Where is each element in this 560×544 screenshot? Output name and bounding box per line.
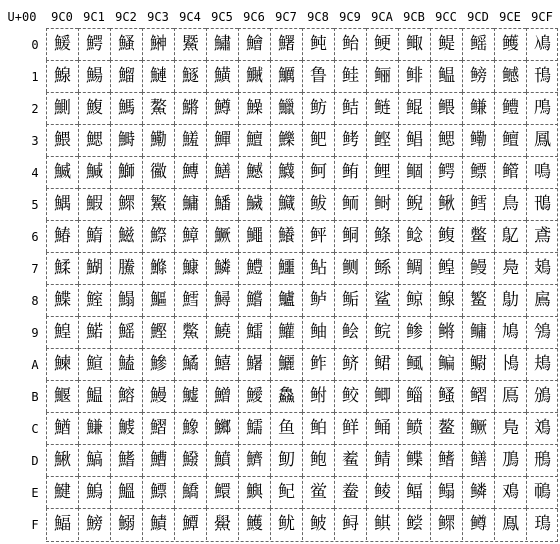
row-header: 5 [31, 198, 39, 212]
character-cell: 鳮 [494, 476, 526, 508]
character-cell: 鳼 [526, 412, 558, 444]
character-cell: 鲷 [398, 252, 430, 284]
character-cell: 鲊 [302, 348, 334, 380]
character-cell: 鲸 [398, 284, 430, 316]
character-cell: 鲑 [334, 60, 366, 92]
character-cell: 鳯 [494, 508, 526, 540]
character-cell: 鰎 [46, 476, 78, 508]
character-cell: 鲔 [334, 156, 366, 188]
character-cell: 鱺 [270, 348, 302, 380]
character-cell: 鲀 [302, 28, 334, 60]
character-cell: 鱕 [206, 188, 238, 220]
column-header: 9CB [403, 10, 425, 24]
column-header: 9CC [435, 10, 457, 24]
row-header: 3 [31, 134, 39, 148]
character-cell: 鱻 [270, 380, 302, 412]
character-cell: 鳳 [526, 124, 558, 156]
column-header: 9CD [467, 10, 489, 24]
character-cell: 鱏 [174, 508, 206, 540]
character-cell: 鳌 [430, 412, 462, 444]
character-cell: 鲹 [398, 316, 430, 348]
character-cell: 鰚 [78, 348, 110, 380]
character-cell: 鱧 [238, 252, 270, 284]
character-cell: 鲏 [302, 508, 334, 540]
character-cell: 鰓 [78, 124, 110, 156]
character-cell: 鰁 [46, 60, 78, 92]
character-cell: 鱊 [174, 348, 206, 380]
character-cell: 鱢 [238, 92, 270, 124]
character-cell: 鱇 [174, 252, 206, 284]
character-cell: 鱘 [206, 284, 238, 316]
character-cell: 鲟 [334, 508, 366, 540]
character-cell: 鲕 [334, 188, 366, 220]
character-cell: 鳴 [526, 156, 558, 188]
character-cell: 鰛 [78, 380, 110, 412]
character-cell: 鳾 [526, 476, 558, 508]
character-cell: 鰩 [110, 316, 142, 348]
character-cell: 鰺 [142, 348, 174, 380]
character-cell: 鳓 [462, 124, 494, 156]
character-cell: 鳅 [430, 188, 462, 220]
character-cell: 鳃 [430, 124, 462, 156]
character-cell: 鰇 [46, 252, 78, 284]
character-cell: 鱝 [206, 444, 238, 476]
character-cell: 鳣 [494, 124, 526, 156]
character-cell: 鱸 [270, 284, 302, 316]
character-cell: 鳫 [494, 380, 526, 412]
character-cell: 鰠 [110, 28, 142, 60]
row-header: 7 [31, 262, 39, 276]
character-cell: 鲲 [398, 92, 430, 124]
character-cell: 鲦 [366, 220, 398, 252]
character-cell: 鳲 [526, 92, 558, 124]
character-cell: 鳝 [462, 444, 494, 476]
character-cell: 鲓 [334, 124, 366, 156]
row-header: B [31, 390, 39, 404]
character-cell: 鱳 [270, 124, 302, 156]
character-cell: 鱙 [206, 316, 238, 348]
character-cell: 鲛 [334, 380, 366, 412]
character-cell: 鳋 [430, 380, 462, 412]
character-cell: 鰬 [110, 412, 142, 444]
character-cell: 鳆 [430, 220, 462, 252]
character-cell: 鳥 [494, 188, 526, 220]
character-cell: 鱡 [238, 60, 270, 92]
character-cell: 鰵 [142, 188, 174, 220]
character-cell: 鲃 [302, 124, 334, 156]
character-cell: 鱨 [238, 284, 270, 316]
character-cell: 鲺 [398, 348, 430, 380]
character-cell: 鲝 [334, 444, 366, 476]
character-cell: 鲳 [398, 124, 430, 156]
character-cell: 鱆 [174, 220, 206, 252]
character-cell: 鰧 [110, 252, 142, 284]
character-cell: 鱎 [174, 476, 206, 508]
character-cell: 鱚 [206, 348, 238, 380]
character-cell: 鱁 [174, 60, 206, 92]
character-cell: 鳢 [494, 92, 526, 124]
character-cell: 鱩 [238, 316, 270, 348]
character-cell: 鲻 [398, 380, 430, 412]
character-cell: 鰀 [46, 28, 78, 60]
character-cell: 鲬 [366, 412, 398, 444]
character-cell: 鲖 [334, 220, 366, 252]
column-header: 9C6 [243, 10, 265, 24]
character-cell: 鱬 [238, 412, 270, 444]
character-cell: 鳻 [526, 380, 558, 412]
character-cell: 鲼 [398, 412, 430, 444]
character-cell: 鰖 [78, 220, 110, 252]
column-header: 9C9 [339, 10, 361, 24]
character-cell: 鱗 [206, 252, 238, 284]
character-cell: 鲘 [334, 284, 366, 316]
character-cell: 鲐 [334, 28, 366, 60]
character-cell: 鱂 [174, 92, 206, 124]
column-header: 9C1 [83, 10, 105, 24]
character-cell: 鰆 [46, 220, 78, 252]
row-header: 4 [31, 166, 39, 180]
character-cell: 鳂 [430, 92, 462, 124]
character-cell: 鲮 [366, 476, 398, 508]
character-cell: 鲜 [334, 412, 366, 444]
column-header: 9C8 [307, 10, 329, 24]
character-cell: 鰕 [78, 188, 110, 220]
character-cell: 鳖 [462, 220, 494, 252]
character-cell: 鰒 [78, 92, 110, 124]
character-cell: 鳄 [430, 156, 462, 188]
character-cell: 鲯 [366, 508, 398, 540]
character-cell: 鲙 [334, 316, 366, 348]
character-cell: 鳚 [462, 348, 494, 380]
character-cell: 鰪 [110, 348, 142, 380]
character-cell: 鳕 [462, 188, 494, 220]
row-header: 0 [31, 38, 39, 52]
character-cell: 鲅 [302, 188, 334, 220]
character-cell: 鳉 [430, 316, 462, 348]
character-cell: 鱌 [174, 412, 206, 444]
character-grid [46, 28, 558, 542]
character-cell: 鲚 [334, 348, 366, 380]
character-cell: 鳷 [526, 252, 558, 284]
row-header: 6 [31, 230, 39, 244]
character-cell: 鳦 [494, 220, 526, 252]
character-cell: 鰹 [142, 316, 174, 348]
character-cell: 鱟 [206, 508, 238, 540]
character-cell: 鰯 [110, 508, 142, 540]
character-cell: 鰰 [142, 28, 174, 60]
character-cell: 鱱 [270, 60, 302, 92]
character-cell: 鱋 [174, 380, 206, 412]
column-header: 9C7 [275, 10, 297, 24]
character-cell: 鲉 [302, 316, 334, 348]
character-cell: 鰳 [142, 124, 174, 156]
character-cell: 鰙 [78, 316, 110, 348]
character-cell: 鱪 [238, 348, 270, 380]
character-cell: 鲢 [366, 92, 398, 124]
character-cell: 鲩 [366, 316, 398, 348]
character-cell: 鳪 [494, 348, 526, 380]
character-cell: 鳘 [462, 284, 494, 316]
character-cell: 鲧 [366, 252, 398, 284]
character-cell: 鲠 [366, 28, 398, 60]
character-cell: 鳏 [430, 508, 462, 540]
character-cell: 鲈 [302, 284, 334, 316]
character-cell: 鰢 [110, 92, 142, 124]
character-cell: 鰑 [78, 60, 110, 92]
character-cell: 鱵 [270, 188, 302, 220]
column-header: 9C3 [147, 10, 169, 24]
character-cell: 鱹 [270, 316, 302, 348]
character-cell: 鱄 [174, 156, 206, 188]
row-header: F [31, 518, 39, 532]
character-cell: 鱴 [270, 156, 302, 188]
character-cell: 鳗 [462, 252, 494, 284]
character-cell: 鲂 [302, 92, 334, 124]
character-cell: 鰻 [142, 380, 174, 412]
character-cell: 鰄 [46, 156, 78, 188]
character-cell: 鱑 [206, 60, 238, 92]
character-cell: 鲋 [302, 380, 334, 412]
character-cell: 鰟 [78, 508, 110, 540]
character-cell: 鰡 [110, 60, 142, 92]
character-cell: 鱯 [238, 508, 270, 540]
character-cell: 鱐 [206, 28, 238, 60]
character-cell: 鱲 [270, 92, 302, 124]
character-cell: 鰫 [110, 380, 142, 412]
character-cell: 鲰 [398, 28, 430, 60]
character-cell: 鱀 [174, 28, 206, 60]
character-cell: 鰭 [110, 444, 142, 476]
character-cell: 鰼 [142, 412, 174, 444]
character-cell: 鰋 [46, 380, 78, 412]
character-cell: 鳀 [430, 28, 462, 60]
character-cell: 鳱 [526, 60, 558, 92]
row-header: D [31, 454, 39, 468]
character-cell: 鳠 [494, 28, 526, 60]
character-cell: 鳨 [494, 284, 526, 316]
column-header: 9CA [371, 10, 393, 24]
character-cell: 鰞 [78, 476, 110, 508]
character-cell: 鱜 [206, 412, 238, 444]
character-cell: 鰜 [78, 412, 110, 444]
row-header: E [31, 486, 39, 500]
character-cell: 鲫 [366, 380, 398, 412]
character-cell: 鱖 [206, 220, 238, 252]
character-cell: 鳈 [430, 284, 462, 316]
character-cell: 鰘 [78, 284, 110, 316]
character-cell: 鳔 [462, 156, 494, 188]
character-cell: 鱔 [206, 156, 238, 188]
character-cell: 鰶 [142, 220, 174, 252]
character-cell: 鰅 [46, 188, 78, 220]
character-cell: 鲒 [334, 92, 366, 124]
character-cell: 鲄 [302, 156, 334, 188]
character-cell: 鰸 [142, 284, 174, 316]
character-cell: 鳍 [430, 444, 462, 476]
character-cell: 鱰 [270, 28, 302, 60]
character-cell: 鱅 [174, 188, 206, 220]
character-cell: 鰊 [46, 348, 78, 380]
character-cell: 鳁 [430, 60, 462, 92]
character-cell: 鲽 [398, 444, 430, 476]
character-cell: 鰽 [142, 444, 174, 476]
character-cell: 鱮 [238, 476, 270, 508]
row-header: A [31, 358, 39, 372]
character-cell: 鲣 [366, 124, 398, 156]
character-cell: 鲞 [334, 476, 366, 508]
character-cell: 鳒 [462, 92, 494, 124]
character-cell: 鰌 [46, 412, 78, 444]
column-header: 9C4 [179, 10, 201, 24]
character-cell: 鰗 [78, 252, 110, 284]
character-cell: 鲇 [302, 252, 334, 284]
character-cell: 鲌 [302, 412, 334, 444]
row-header: 2 [31, 102, 39, 116]
character-cell: 鳛 [462, 380, 494, 412]
character-cell: 鰨 [110, 284, 142, 316]
character-cell: 鳰 [526, 28, 558, 60]
character-cell: 鰷 [142, 252, 174, 284]
character-cell: 鲡 [366, 60, 398, 92]
character-cell: 鱉 [174, 316, 206, 348]
character-cell: 鱷 [270, 252, 302, 284]
character-cell: 鳞 [462, 476, 494, 508]
character-cell: 鰔 [78, 156, 110, 188]
column-header: 9C0 [51, 10, 73, 24]
character-cell: 鱣 [238, 124, 270, 156]
character-cell: 鱈 [174, 284, 206, 316]
character-cell: 鲆 [302, 220, 334, 252]
character-cell: 鲴 [398, 156, 430, 188]
character-cell: 鲱 [398, 60, 430, 92]
character-cell: 鰍 [46, 444, 78, 476]
character-cell: 鲵 [398, 188, 430, 220]
character-cell: 鳜 [462, 412, 494, 444]
character-cell: 鳹 [526, 316, 558, 348]
character-cell: 鰥 [110, 188, 142, 220]
character-cell: 鱽 [270, 444, 302, 476]
character-cell: 鰝 [78, 444, 110, 476]
character-cell: 鳩 [494, 316, 526, 348]
character-cell: 鱾 [270, 476, 302, 508]
character-cell: 鳑 [462, 60, 494, 92]
character-cell: 鳧 [494, 252, 526, 284]
character-cell: 鱒 [206, 92, 238, 124]
character-cell: 鰈 [46, 284, 78, 316]
character-cell: 鰾 [142, 476, 174, 508]
character-cell: 鳶 [526, 220, 558, 252]
character-cell: 鰏 [46, 508, 78, 540]
column-header: 9C5 [211, 10, 233, 24]
character-cell: 鰿 [142, 508, 174, 540]
character-cell: 鱼 [270, 412, 302, 444]
character-cell: 鱥 [238, 188, 270, 220]
character-cell: 鳎 [430, 476, 462, 508]
row-header: 1 [31, 70, 39, 84]
character-cell: 鳇 [430, 252, 462, 284]
character-cell: 鳊 [430, 348, 462, 380]
character-cell: 鲍 [302, 444, 334, 476]
character-cell: 鳙 [462, 316, 494, 348]
character-cell: 鳐 [462, 28, 494, 60]
character-cell: 鲾 [398, 476, 430, 508]
character-cell: 鳺 [526, 348, 558, 380]
character-cell: 鲤 [366, 156, 398, 188]
character-cell: 鱦 [238, 220, 270, 252]
character-cell: 鰦 [110, 220, 142, 252]
character-cell: 鲭 [366, 444, 398, 476]
table-corner-label: U+00 [7, 10, 37, 24]
character-cell: 鱤 [238, 156, 270, 188]
character-cell: 鲁 [302, 60, 334, 92]
character-cell: 鱶 [270, 220, 302, 252]
character-cell: 鰤 [110, 156, 142, 188]
character-cell: 鰴 [142, 156, 174, 188]
character-cell: 鰱 [142, 60, 174, 92]
character-cell: 鲪 [366, 348, 398, 380]
character-cell: 鰲 [142, 92, 174, 124]
column-header: 9C2 [115, 10, 137, 24]
character-cell: 鲨 [366, 284, 398, 316]
character-cell: 鳽 [526, 444, 558, 476]
character-cell: 鱭 [238, 444, 270, 476]
character-cell: 鰂 [46, 92, 78, 124]
character-cell: 鳟 [462, 508, 494, 540]
character-cell: 鳤 [494, 156, 526, 188]
row-header: 8 [31, 294, 39, 308]
character-cell: 鳵 [526, 188, 558, 220]
character-cell: 鳸 [526, 284, 558, 316]
character-cell: 鰉 [46, 316, 78, 348]
row-header: C [31, 422, 39, 436]
character-cell: 鲿 [398, 508, 430, 540]
character-cell: 鱠 [238, 28, 270, 60]
character-cell: 鱛 [206, 380, 238, 412]
row-header: 9 [31, 326, 39, 340]
column-header: 9CF [531, 10, 553, 24]
character-cell: 鲗 [334, 252, 366, 284]
character-cell: 鱍 [174, 444, 206, 476]
character-cell: 鲥 [366, 188, 398, 220]
character-cell: 鳬 [494, 412, 526, 444]
character-cell: 鲎 [302, 476, 334, 508]
column-header: 9CE [499, 10, 521, 24]
character-cell: 鰃 [46, 124, 78, 156]
character-cell: 鱞 [206, 476, 238, 508]
character-cell: 鱃 [174, 124, 206, 156]
character-cell: 鲶 [398, 220, 430, 252]
character-cell: 鰣 [110, 124, 142, 156]
character-cell: 鱿 [270, 508, 302, 540]
character-cell: 鱫 [238, 380, 270, 412]
character-cell: 鰮 [110, 476, 142, 508]
character-cell: 鳿 [526, 508, 558, 540]
character-cell: 鳭 [494, 444, 526, 476]
character-cell: 鱓 [206, 124, 238, 156]
character-cell: 鰐 [78, 28, 110, 60]
character-cell: 鳡 [494, 60, 526, 92]
